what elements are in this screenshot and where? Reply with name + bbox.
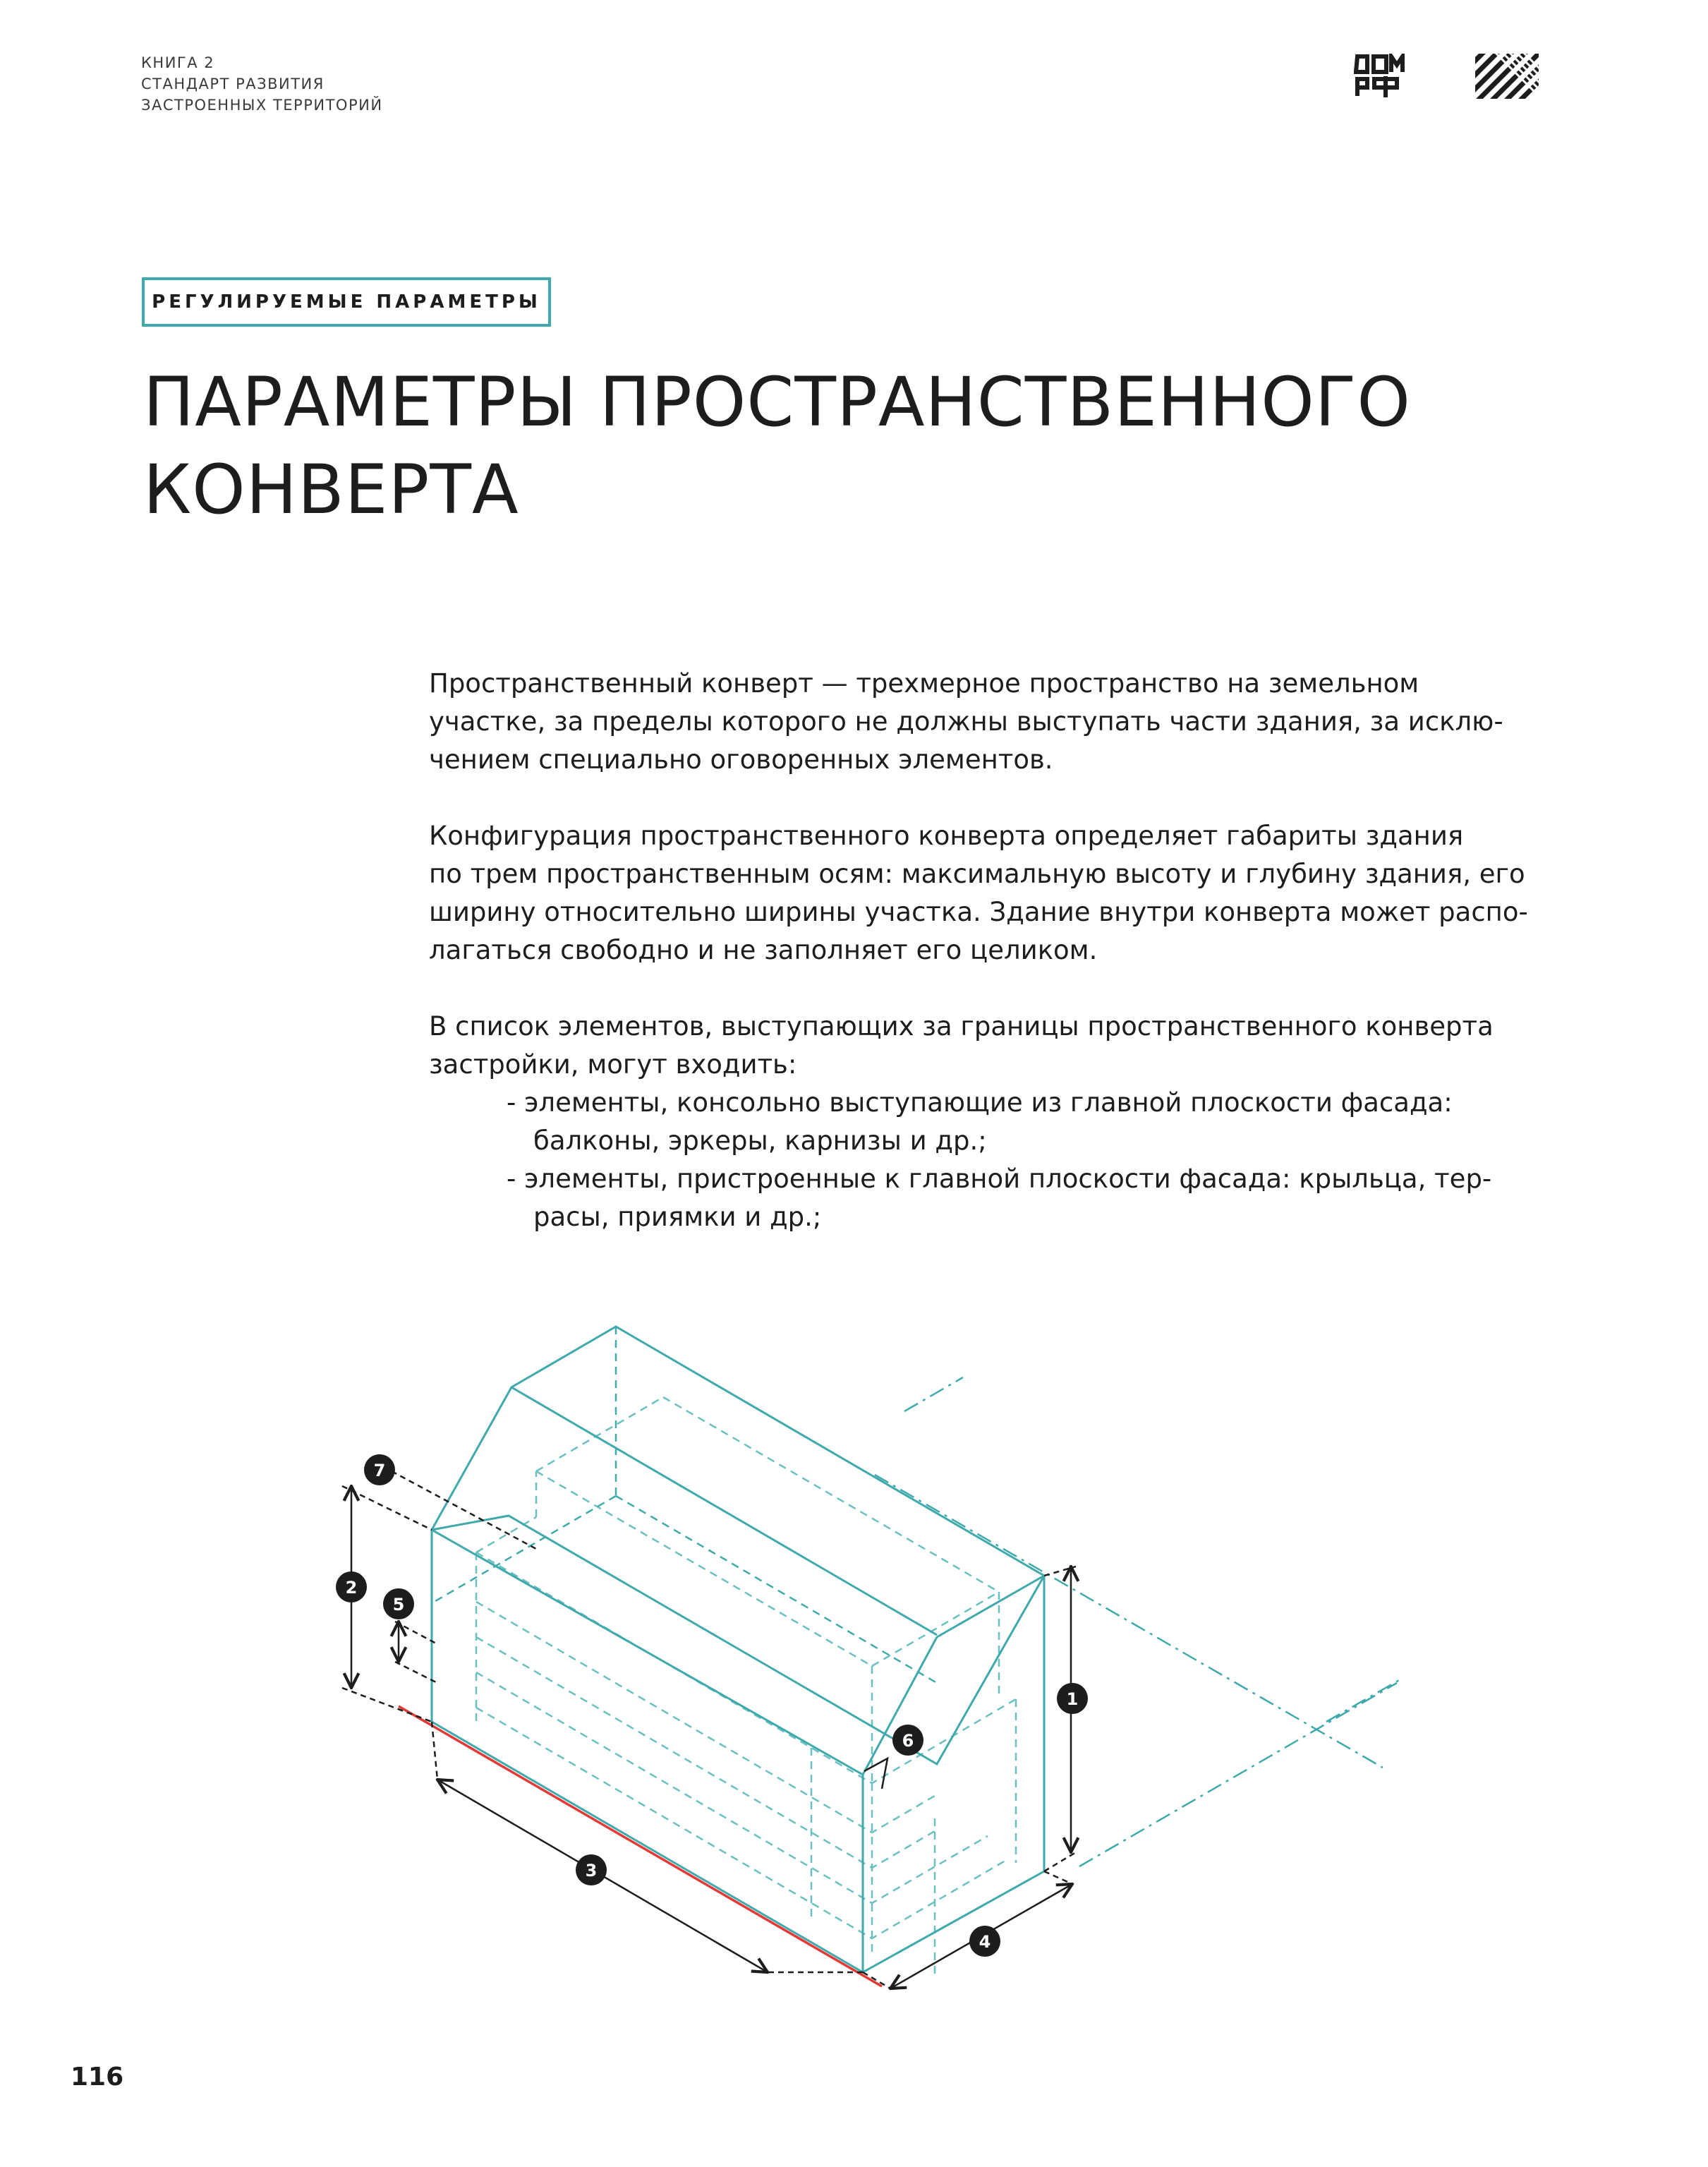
marker-7	[364, 1454, 395, 1485]
paragraph-line: Пространственный конверт — трехмерное пространство на земельном	[429, 668, 1419, 699]
paragraph-line: чением специально оговоренных элементов.	[429, 744, 1053, 775]
building-volume	[476, 1397, 1016, 1976]
marker-6	[892, 1725, 923, 1756]
section-tag: РЕГУЛИРУЕМЫЕ ПАРАМЕТРЫ	[142, 277, 551, 327]
paragraph-line: застройки, могут входить:	[429, 1049, 797, 1080]
svg-text:6: 6	[902, 1731, 914, 1751]
page-number: 116	[71, 2063, 124, 2091]
bullet-item-continuation: расы, приямки и др.;	[533, 1202, 822, 1232]
svg-text:7: 7	[373, 1461, 386, 1480]
paragraph-line: участке, за пределы которого не должны выступать части здания, за исклю-	[429, 706, 1503, 737]
envelope-diagram	[0, 1312, 1708, 2025]
book-header-line: ЗАСТРОЕННЫХ ТЕРРИТОРИЙ	[141, 97, 383, 114]
svg-text:4: 4	[979, 1932, 991, 1952]
paragraph-line: ширину относительно ширины участка. Здание внутри конверта может распо-	[429, 897, 1528, 927]
envelope-hidden-edges	[432, 1327, 937, 1683]
page-title	[143, 358, 1411, 533]
paragraph-line: лагаться свободно и не заполняет его целиком.	[429, 935, 1098, 965]
marker-1	[1057, 1683, 1088, 1714]
paragraph-line: по трем пространственным осям: максимальную высоту и глубину здания, его	[429, 859, 1525, 889]
book-header-line: СТАНДАРТ РАЗВИТИЯ	[141, 76, 325, 92]
paragraph-line: В список элементов, выступающих за границы пространственного конверта	[429, 1011, 1494, 1042]
dom-rf-logo	[1353, 54, 1410, 99]
marker-4	[969, 1926, 1000, 1957]
marker-3	[576, 1854, 607, 1885]
bullet-item: - элементы, пристроенные к главной плоскости фасада: крыльца, тер-	[507, 1164, 1492, 1194]
svg-text:2: 2	[345, 1578, 358, 1598]
bullet-item: - элементы, консольно выступающие из главной плоскости фасада:	[507, 1087, 1453, 1118]
marker-2	[336, 1571, 367, 1602]
page-title-line: КОНВЕРТА	[143, 450, 519, 529]
bullet-item-continuation: балконы, эркеры, карнизы и др.;	[533, 1125, 987, 1156]
paragraph-line: Конфигурация пространственного конверта определяет габариты здания	[429, 821, 1464, 851]
svg-text:5: 5	[392, 1595, 405, 1614]
body-text	[429, 665, 1530, 1236]
book-header-line: КНИГА 2	[141, 54, 215, 71]
envelope-outline	[432, 1327, 1044, 1972]
page-title-line: ПАРАМЕТРЫ ПРОСТРАНСТВЕННОГО	[143, 363, 1411, 442]
svg-text:1: 1	[1066, 1689, 1079, 1709]
marker-5	[383, 1588, 414, 1619]
book-header	[141, 52, 383, 116]
setback-lines	[875, 1377, 1400, 1866]
svg-text:3: 3	[585, 1861, 598, 1881]
lot-front-line	[399, 1706, 882, 1986]
pattern-logo	[1475, 54, 1539, 99]
